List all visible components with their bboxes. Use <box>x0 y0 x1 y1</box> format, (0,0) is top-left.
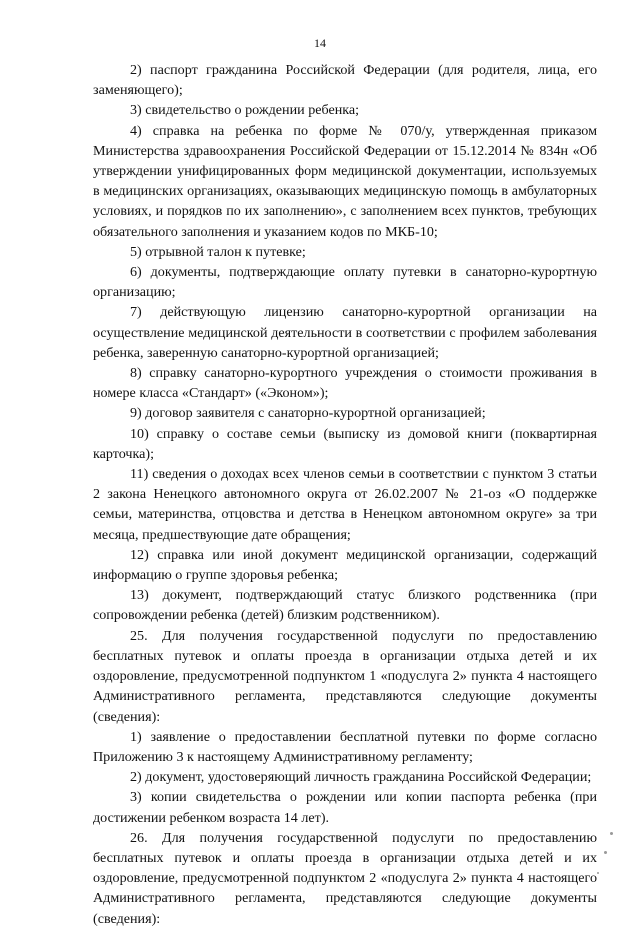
list-item-application: 1) заявление о предоставлении бесплатной путевки по форме согласно Приложению 3 к настоящему Административному регламенту; <box>93 728 597 765</box>
clause-25: 25. Для получения государственной подуслуги по предоставлению бесплатных путевок и оплаты проезда в организации отдыха детей и их оздоровление, предусмотренной подпунктом 1 «подуслуга 2» пункта 4 настоящего Административного регламента, представляются следующие документы (сведения): <box>93 627 597 725</box>
list-item-birth-certificate: 3) свидетельство о рождении ребенка; <box>130 102 360 119</box>
list-item-relative-status: 13) документ, подтверждающий статус близкого родственника (при сопровождении ребенка (детей) близким родственником). <box>93 587 597 624</box>
list-item-family-composition: 10) справку о составе семьи (выписку из домовой книги (поквартирная карточка); <box>93 425 597 462</box>
page-number: 14 <box>314 36 326 50</box>
scan-speck <box>610 832 613 835</box>
scan-speck <box>604 851 607 854</box>
list-item-birth-or-passport-copy: 3) копии свидетельства о рождении или копии паспорта ребенка (при достижении ребенком возраста 14 лет). <box>93 789 597 826</box>
list-item-cost-certificate: 8) справку санаторно-курортного учреждения о стоимости проживания в номере класса «Стандарт» («Эконом»); <box>93 365 597 402</box>
list-item-license: 7) действующую лицензию санаторно-курортной организации на осуществление медицинской деятельности в соответствии с профилем заболевания ребенка, заверенную санаторно-курортной организацией; <box>93 304 597 361</box>
clause-26: 26. Для получения государственной подуслуги по предоставлению бесплатных путевок и оплаты проезда в организации отдыха детей и их оздоровление, предусмотренной подпунктом 2 «подуслуга 2» пункта 4 настоящего Административного регламента, представляются следующие документы (сведения): <box>93 829 597 927</box>
list-item-contract: 9) договор заявителя с санаторно-курортной организацией; <box>130 405 486 422</box>
list-item-health-group: 12) справка или иной документ медицинской организации, содержащий информацию о группе здоровья ребенка; <box>93 546 597 584</box>
page-body <box>93 60 597 929</box>
list-item-medical-form: 4) справка на ребенка по форме № 070/у, утвержденная приказом Министерства здравоохранения Российской Федерации от 15.12.2014 № 834н «Об утверждении унифицированных форм медицинской документации, используемых в медицинских организациях, оказывающих медицинскую помощь в амбулаторных условиях, и порядков по их заполнению», с заполнением всех пунктов, требующих обязательного заполнения и указанием кодов по МКБ-10; <box>93 122 597 240</box>
scan-speck <box>597 872 599 874</box>
list-item-payment-documents: 6) документы, подтверждающие оплату путевки в санаторно-курортную организацию; <box>93 264 597 301</box>
list-item-voucher-stub: 5) отрывной талон к путевке; <box>130 243 306 260</box>
list-item-identity-document: 2) документ, удостоверяющий личность гражданина Российской Федерации; <box>130 769 592 786</box>
list-item-income: 11) сведения о доходах всех членов семьи в соответствии с пунктом 3 статьи 2 закона Ненецкого автономного округа от 26.02.2007 № 21-оз «О поддержке семьи, материнства, отцовства и детства в Ненецком автономном округе» за три месяца, предшествующие дате обращения; <box>93 466 597 543</box>
list-item-passport: 2) паспорт гражданина Российской Федерации (для родителя, лица, его заменяющего); <box>93 62 597 99</box>
